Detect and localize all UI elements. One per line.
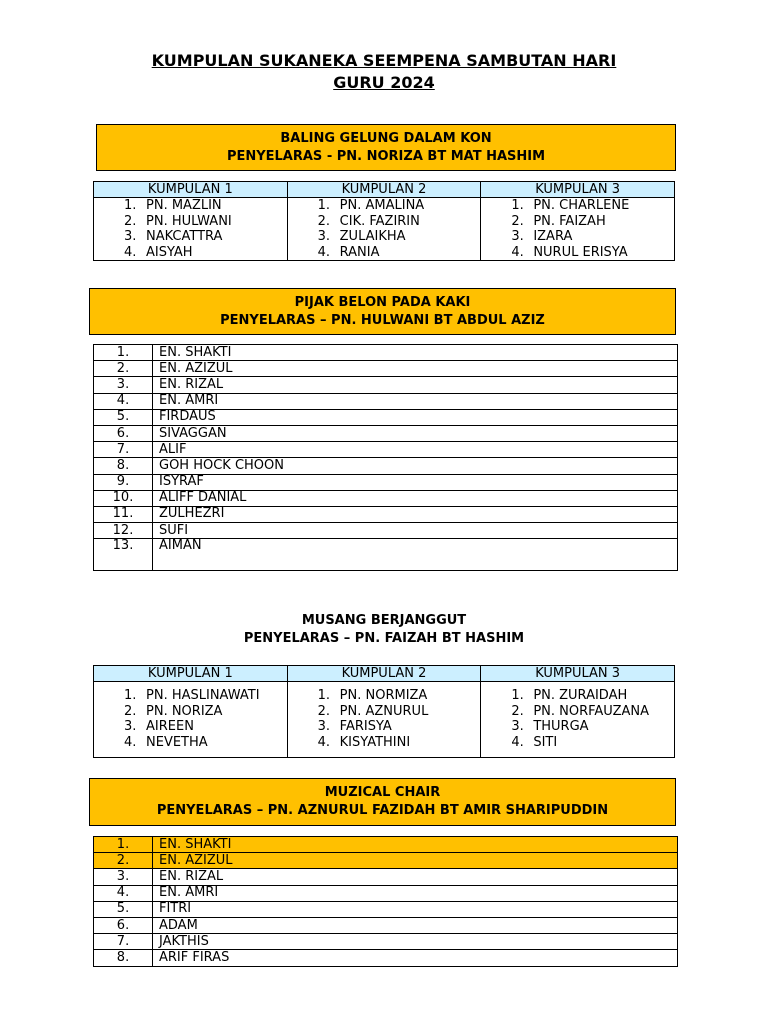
table-row [94,885,678,901]
row-number: 6. [94,425,153,441]
member-item [511,719,674,735]
member-item [318,688,481,704]
member-number: 3. [511,719,524,735]
member-number: 2. [317,213,331,229]
table-row [94,425,678,441]
row-number: 13. [94,539,153,571]
group-header-row [94,666,675,682]
member-item [318,229,481,245]
member-name: PN. ZURAIDAH [533,688,628,703]
participant-name: EN. AZIZUL [153,361,678,377]
group-cell [481,682,675,758]
participant-name: EN. SHAKTI [153,837,678,853]
muzical-event-title: MUZICAL CHAIR [324,785,441,800]
table-row [94,950,678,966]
participant-name: EN. AMRI [153,885,678,901]
row-number: 4. [94,393,153,409]
member-number: 1. [124,198,137,213]
member-name: PN. MAZLIN [146,198,222,213]
member-name: PN. NORIZA [146,703,223,719]
member-name: THURGA [533,719,589,735]
member-list [94,688,287,750]
group-header: KUMPULAN 1 [94,182,288,198]
row-number: 11. [94,506,153,522]
participant-name: EN. RIZAL [153,377,678,393]
member-name: ZULAIKHA [339,229,406,245]
group-header: KUMPULAN 3 [481,182,675,198]
member-item [318,245,481,261]
member-number: 3. [124,719,137,735]
member-number: 4. [511,734,524,750]
muzical-participants-table [93,836,678,967]
member-number: 2. [511,703,524,719]
member-item [511,245,674,261]
member-item [511,735,674,751]
baling-event-title: BALING GELUNG DALAM KON [280,130,492,146]
table-row [94,869,678,885]
member-name: PN. AZNURUL [339,703,429,719]
member-list [481,198,674,260]
member-item [318,198,481,214]
member-item [511,198,674,214]
participant-name: ALIF [153,442,678,458]
musang-event-title: MUSANG BERJANGGUT [301,613,467,628]
member-name: PN. NORFAUZANA [533,703,650,719]
member-number: 3. [317,229,331,245]
musang-groups-table [93,665,675,758]
participant-name: FIRDAUS [153,409,678,425]
table-row [94,377,678,393]
member-name: PN. CHARLENE [533,198,630,213]
group-cell [481,198,675,261]
pijak-banner [89,288,676,335]
member-item [124,198,287,214]
group-header: KUMPULAN 2 [287,182,481,198]
baling-coordinator: PENYELARAS - PN. NORIZA BT MAT HASHIM [226,148,546,164]
row-number: 3. [94,869,153,885]
row-number: 3. [94,377,153,393]
participant-name: JAKTHIS [153,934,678,950]
baling-banner [96,124,676,171]
member-name: FARISYA [339,719,392,735]
member-number: 4. [317,734,331,750]
participant-name: ISYRAF [153,474,678,490]
member-name: KISYATHINI [339,734,411,750]
member-item [124,719,287,735]
member-number: 1. [124,688,137,703]
musang-coordinator: PENYELARAS – PN. FAIZAH BT HASHIM [243,631,525,646]
member-name: NEVETHA [146,734,208,750]
group-header: KUMPULAN 1 [94,666,288,682]
muzical-banner [89,778,676,826]
row-number: 8. [94,458,153,474]
pijak-participants-table [93,344,678,571]
row-number: 4. [94,885,153,901]
table-row [94,345,678,361]
member-item [124,735,287,751]
row-number: 5. [94,409,153,425]
member-item [511,214,674,230]
member-name: AIREEN [146,719,194,735]
participant-name: ADAM [153,917,678,933]
participant-name: EN. RIZAL [153,869,678,885]
member-number: 2. [124,213,137,229]
member-item [318,214,481,230]
member-name: AISYAH [146,244,193,260]
table-row [94,853,678,869]
member-list [481,688,674,750]
member-number: 3. [511,229,524,245]
member-name: PN. FAIZAH [533,213,606,229]
table-row [94,917,678,933]
group-members-row [94,682,675,758]
member-item [511,688,674,704]
pijak-coordinator: PENYELARAS – PN. HULWANI BT ABDUL AZIZ [220,312,545,328]
participant-name: SUFI [153,523,678,539]
member-name: PN. HULWANI [146,213,232,229]
member-item [124,214,287,230]
member-number: 4. [317,244,331,260]
title-line-1: KUMPULAN SUKANEKA SEEMPENA SAMBUTAN HARI [151,51,617,70]
participant-name: SIVAGGAN [153,425,678,441]
group-header-row [94,182,675,198]
table-row [94,506,678,522]
member-list [94,198,287,260]
group-members-row [94,198,675,261]
row-number: 7. [94,442,153,458]
page-title [0,50,768,94]
member-item [511,704,674,720]
row-number: 12. [94,523,153,539]
row-number: 2. [94,853,153,869]
member-item [511,229,674,245]
member-list [288,688,481,750]
table-row [94,523,678,539]
table-row [94,474,678,490]
participant-name: FITRI [153,901,678,917]
member-item [124,688,287,704]
participant-name: ARIF FIRAS [153,950,678,966]
member-list [288,198,481,260]
row-number: 9. [94,474,153,490]
member-name: IZARA [533,229,573,245]
member-name: RANIA [339,244,380,260]
member-item [124,704,287,720]
table-row [94,934,678,950]
member-item [124,245,287,261]
row-number: 7. [94,934,153,950]
member-number: 2. [317,703,331,719]
participant-name: EN. AZIZUL [153,853,678,869]
row-number: 5. [94,901,153,917]
title-line-2: GURU 2024 [333,73,435,92]
member-number: 4. [124,734,137,750]
member-number: 3. [317,719,331,735]
group-cell [287,198,481,261]
row-number: 1. [94,345,153,361]
table-row [94,490,678,506]
table-row [94,458,678,474]
table-row [94,442,678,458]
member-number: 1. [511,688,524,703]
muzical-coordinator: PENYELARAS – PN. AZNURUL FAZIDAH BT AMIR SHARIPUDDIN [156,803,609,818]
group-header: KUMPULAN 2 [287,666,481,682]
member-name: NAKCATTRA [146,229,223,245]
participant-name: AIMAN [153,539,678,571]
participant-name: GOH HOCK CHOON [153,458,678,474]
table-row [94,837,678,853]
row-number: 6. [94,917,153,933]
member-number: 2. [124,703,137,719]
member-name: PN. AMALINA [339,198,425,213]
member-number: 1. [317,198,331,213]
group-cell [94,682,288,758]
member-item [124,229,287,245]
row-number: 1. [94,837,153,853]
table-row [94,539,678,571]
member-number: 4. [511,244,524,260]
musang-heading [0,612,768,648]
group-cell [94,198,288,261]
member-item [318,735,481,751]
table-row [94,901,678,917]
table-row [94,409,678,425]
member-item [318,719,481,735]
member-number: 3. [124,229,137,245]
baling-groups-table [93,181,675,261]
row-number: 8. [94,950,153,966]
row-number: 10. [94,490,153,506]
member-name: PN. NORMIZA [339,688,428,703]
pijak-event-title: PIJAK BELON PADA KAKI [294,294,471,310]
group-cell [287,682,481,758]
member-number: 1. [511,198,524,213]
participant-name: EN. SHAKTI [153,345,678,361]
table-row [94,393,678,409]
participant-name: EN. AMRI [153,393,678,409]
row-number: 2. [94,361,153,377]
participant-name: ZULHEZRI [153,506,678,522]
member-item [318,704,481,720]
participant-name: ALIFF DANIAL [153,490,678,506]
member-name: SITI [533,734,558,750]
group-header: KUMPULAN 3 [481,666,675,682]
member-name: PN. HASLINAWATI [146,688,260,703]
member-number: 1. [317,688,331,703]
table-row [94,361,678,377]
member-number: 4. [124,244,137,260]
member-number: 2. [511,213,524,229]
member-name: NURUL ERISYA [533,244,628,260]
member-name: CIK. FAZIRIN [339,213,420,229]
